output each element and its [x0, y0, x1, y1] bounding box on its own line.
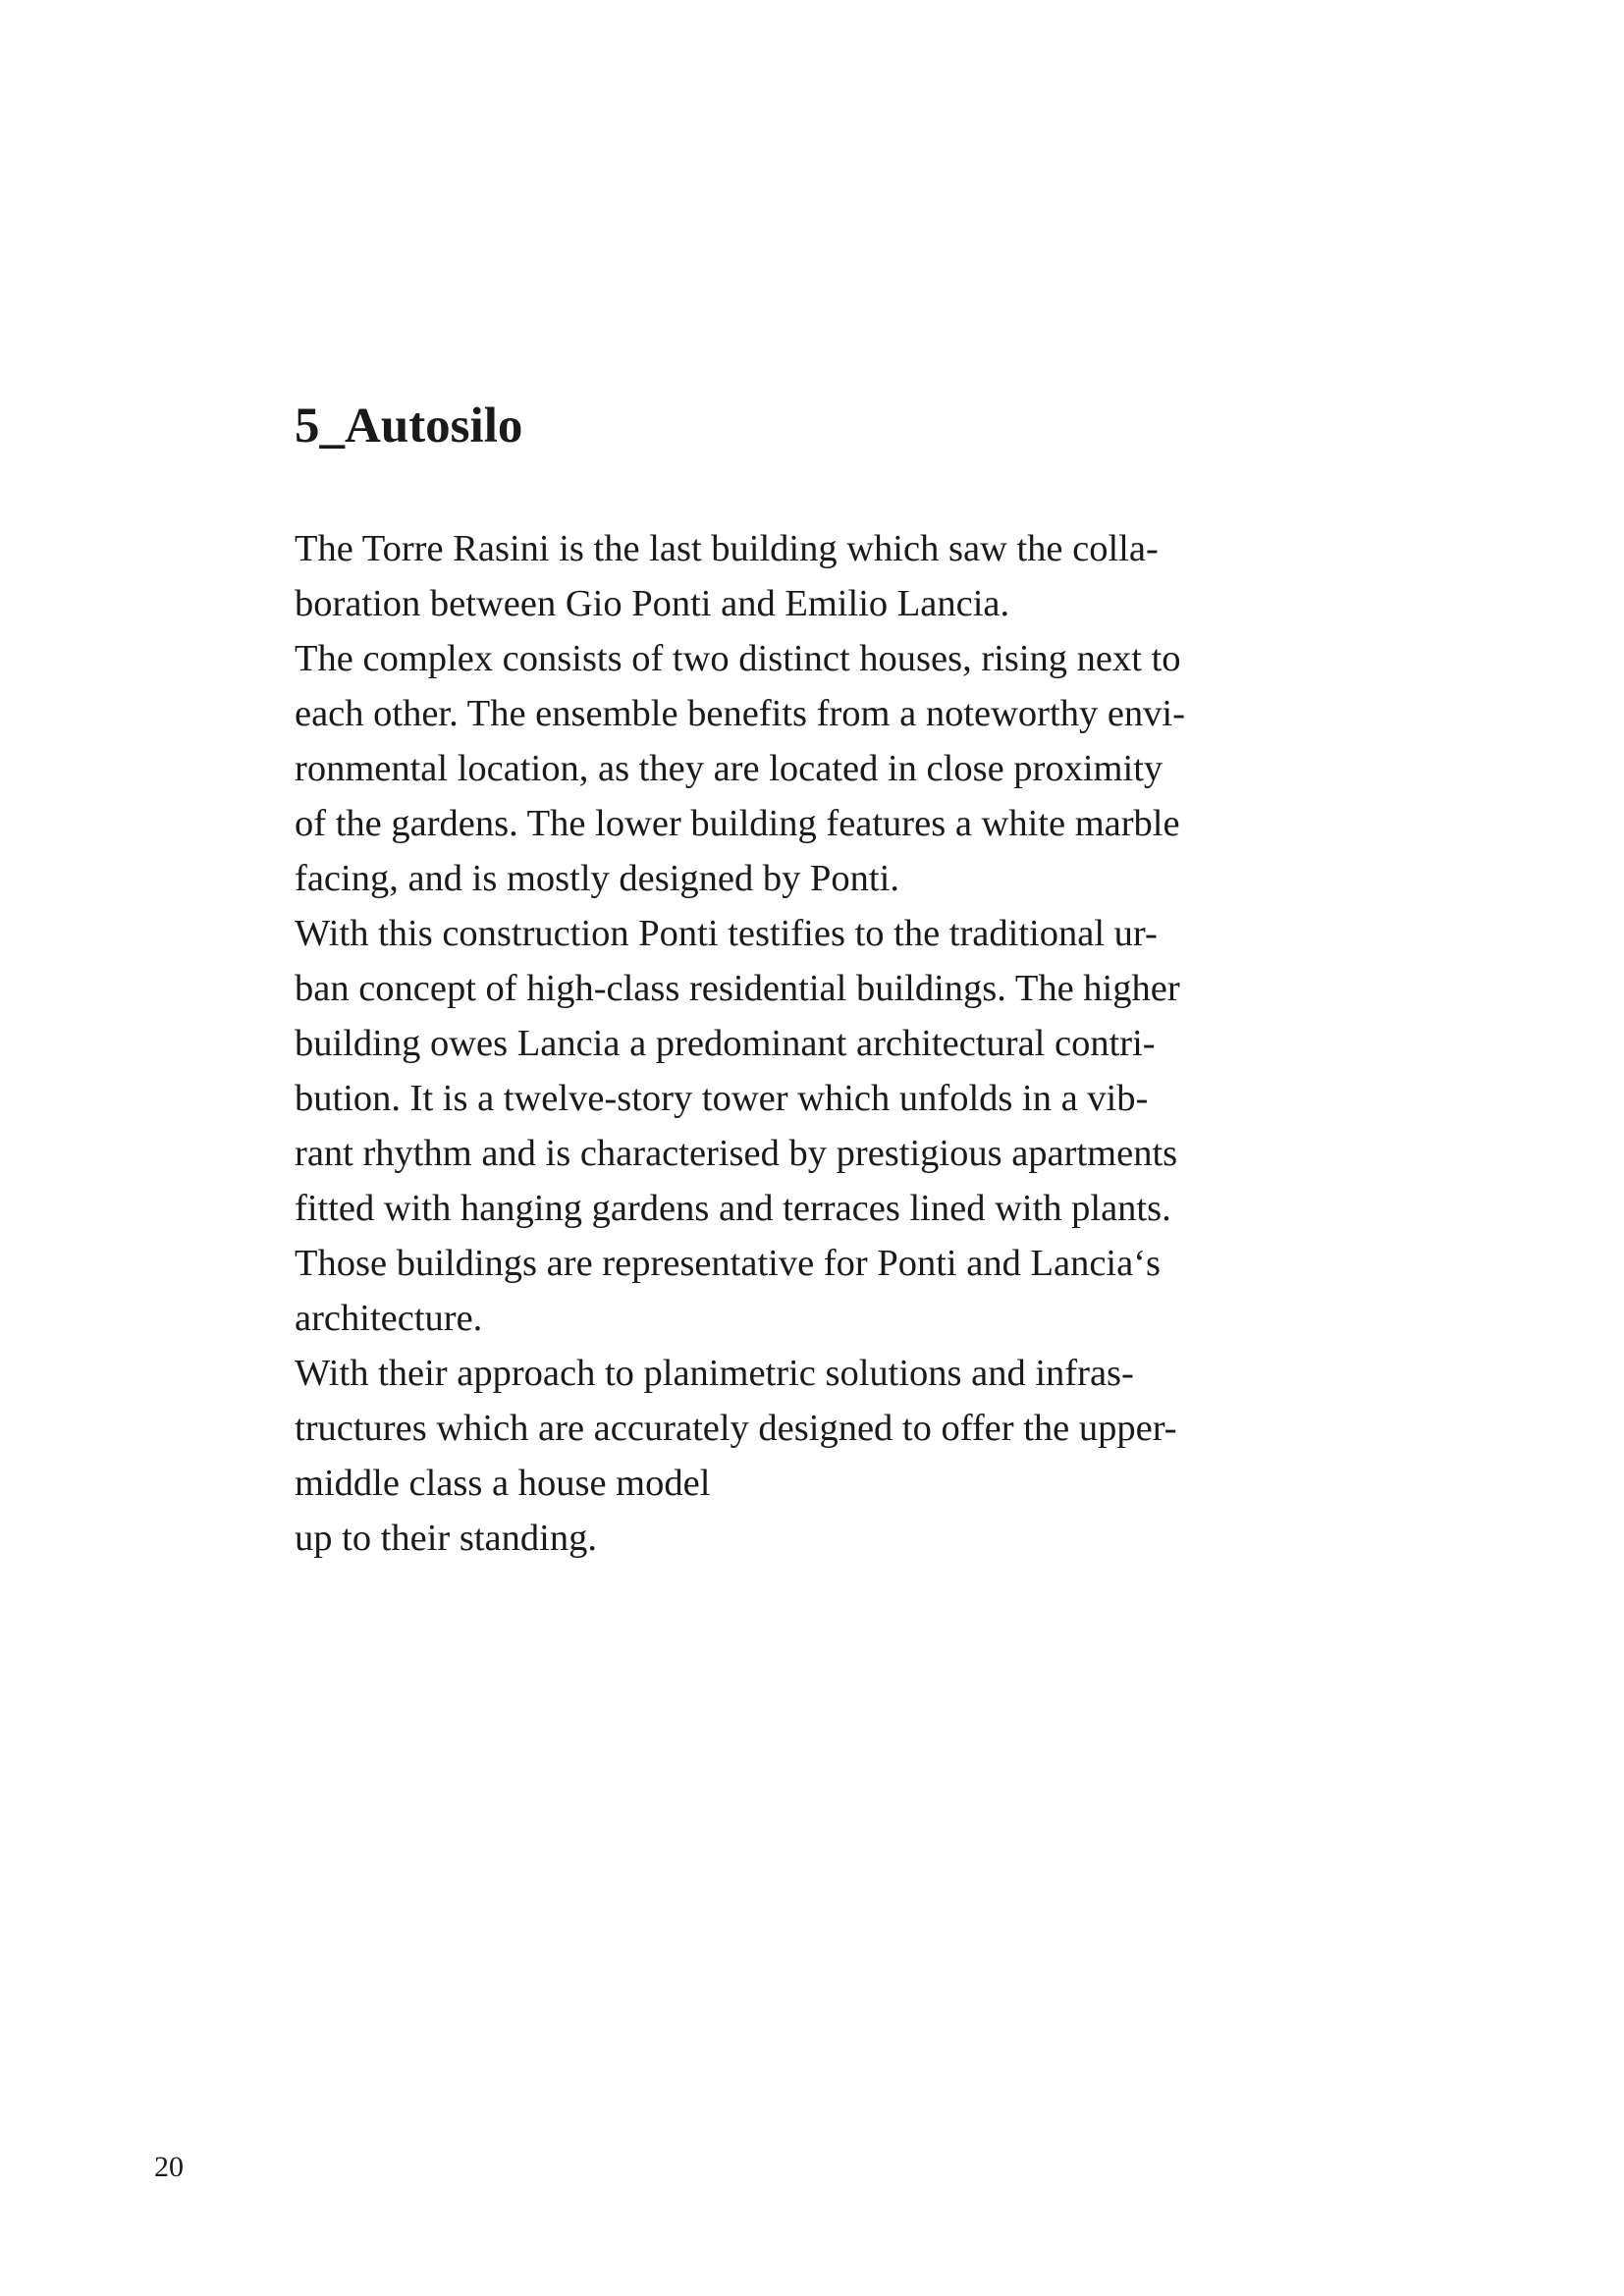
text-line: facing, and is mostly designed by Ponti. — [295, 858, 899, 899]
text-line: building owes Lancia a predominant architectural contri- — [295, 1023, 1156, 1064]
text-line: rant rhythm and is characterised by prestigious apartments — [295, 1133, 1178, 1174]
text-line: With this construction Ponti testifies to the traditional ur- — [295, 913, 1158, 954]
text-line: ronmental location, as they are located in close proximity — [295, 748, 1164, 789]
text-line: With their approach to planimetric solutions and infras- — [295, 1353, 1134, 1394]
text-line: architecture. — [295, 1298, 483, 1339]
text-line: boration between Gio Ponti and Emilio Lancia. — [295, 583, 1010, 624]
text-line: ban concept of high-class residential buildings. The higher — [295, 968, 1180, 1009]
text-line: bution. It is a twelve-story tower which unfolds in a vib- — [295, 1078, 1149, 1119]
body-paragraph — [295, 521, 1375, 1566]
page-number: 20 — [154, 2151, 184, 2183]
text-line: The complex consists of two distinct houses, rising next to — [295, 638, 1181, 679]
section-heading: 5_Autosilo — [295, 399, 523, 454]
text-line: middle class a house model — [295, 1463, 711, 1504]
text-line: each other. The ensemble benefits from a noteworthy envi- — [295, 693, 1185, 734]
text-line: The Torre Rasini is the last building which saw the colla- — [295, 528, 1159, 569]
text-line: up to their standing. — [295, 1518, 597, 1559]
text-line: fitted with hanging gardens and terraces lined with plants. — [295, 1188, 1171, 1229]
text-line: of the gardens. The lower building features a white marble — [295, 803, 1180, 844]
text-line: tructures which are accurately designed to offer the upper- — [295, 1408, 1177, 1449]
text-line: Those buildings are representative for Ponti and Lancia‘s — [295, 1243, 1162, 1284]
